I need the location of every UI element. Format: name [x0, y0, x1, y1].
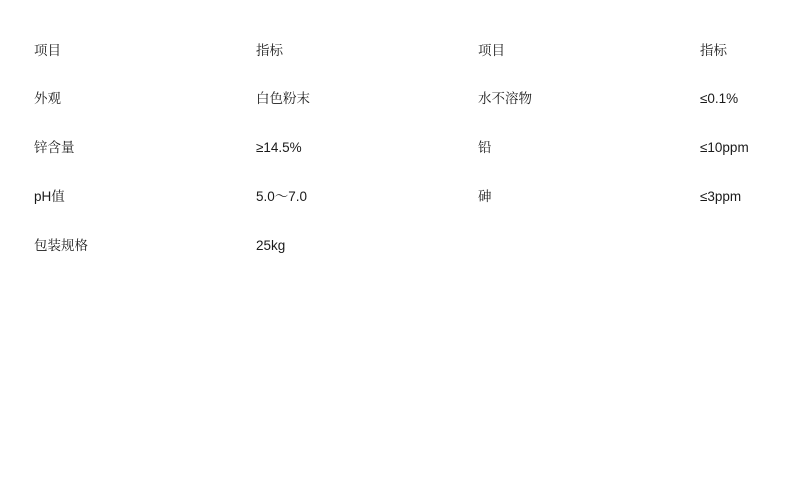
cell-item-2: 砷 [478, 189, 492, 204]
cell-item-1: pH值 [34, 189, 65, 204]
table-row [34, 139, 770, 188]
specification-table [34, 42, 770, 286]
table-row [34, 90, 770, 139]
column-header-spec-2: 指标 [700, 43, 727, 58]
cell-item-2 [478, 237, 700, 286]
cell-item-1: 外观 [34, 91, 61, 106]
cell-spec-2: ≤10ppm [700, 140, 749, 155]
cell-item-2: 水不溶物 [478, 91, 532, 106]
cell-item-1: 包装规格 [34, 238, 88, 253]
cell-spec-2: ≤0.1% [700, 91, 739, 106]
cell-spec-1: ≥14.5% [256, 140, 302, 155]
cell-item-1: 锌含量 [34, 140, 75, 155]
table-row [34, 188, 770, 237]
table-row [34, 237, 770, 286]
cell-spec-2 [700, 237, 770, 286]
table-header-row [34, 42, 770, 90]
column-header-item-2: 项目 [478, 43, 505, 58]
cell-spec-1: 25kg [256, 238, 286, 253]
cell-spec-1: 5.0～7.0 [256, 189, 308, 204]
column-header-spec-1: 指标 [256, 43, 283, 58]
cell-spec-2: ≤3ppm [700, 189, 742, 204]
cell-item-2: 铅 [478, 140, 492, 155]
column-header-item-1: 项目 [34, 43, 61, 58]
cell-spec-1: 白色粉末 [256, 91, 310, 106]
